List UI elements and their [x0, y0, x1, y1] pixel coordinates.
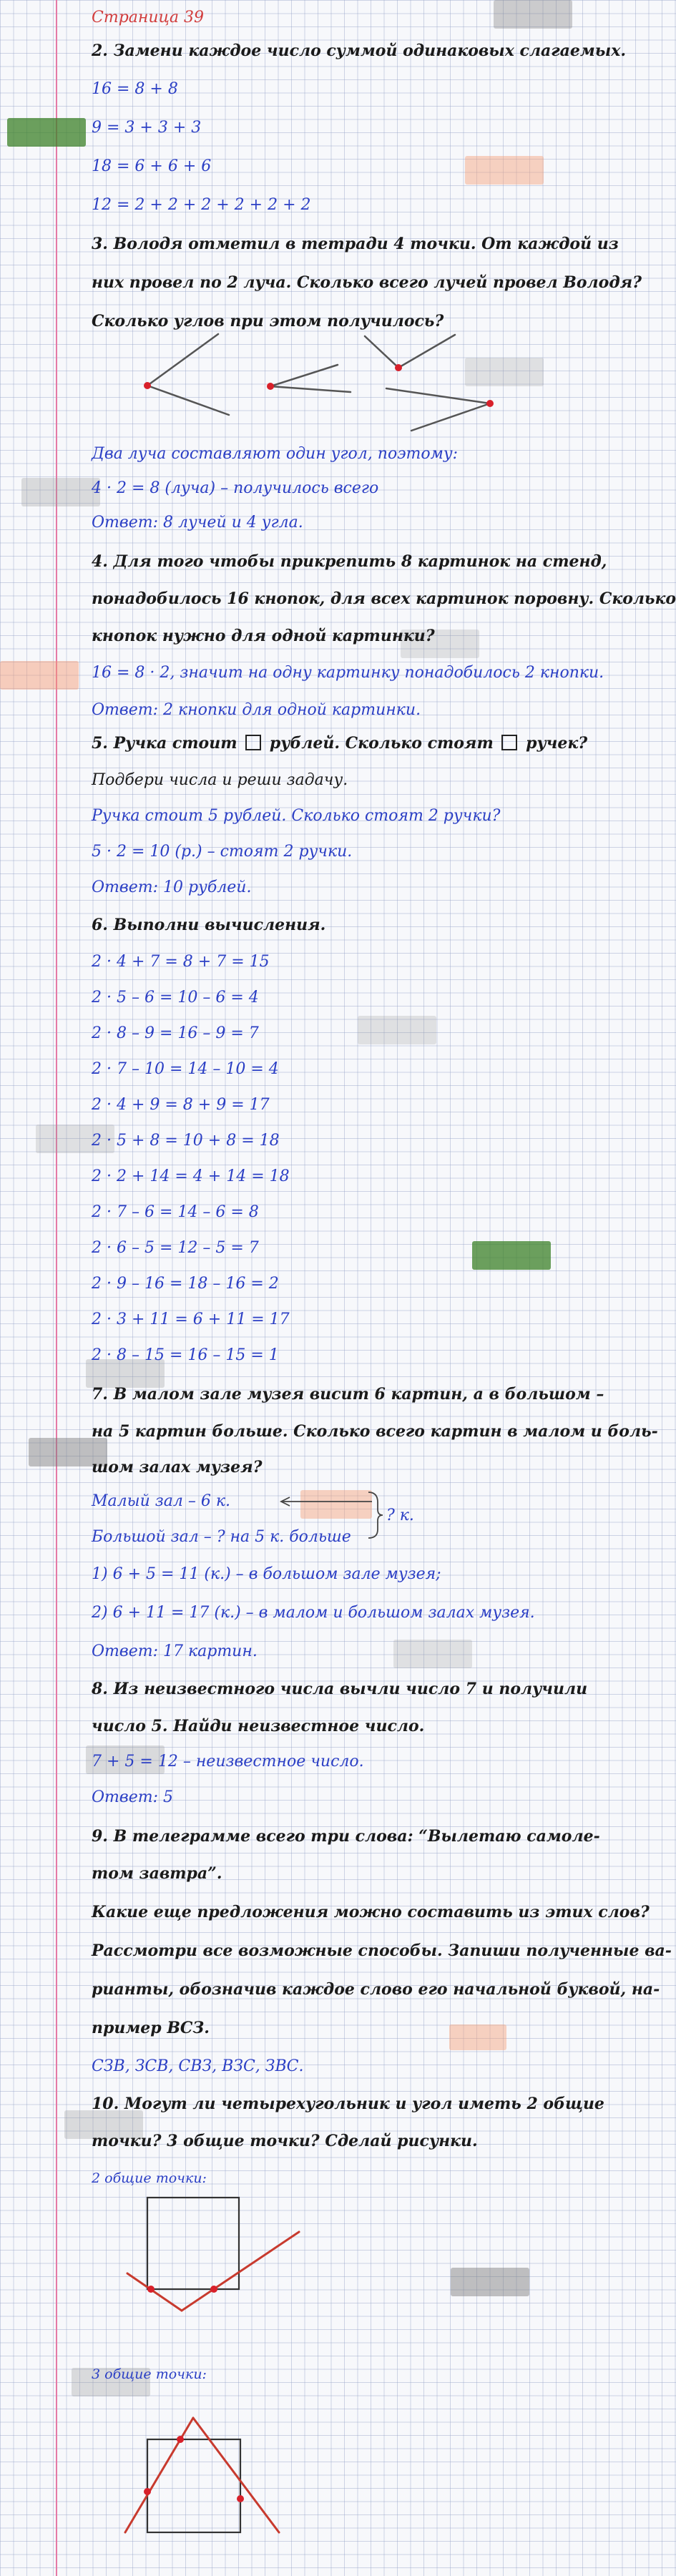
task-2-text: 2. Замени каждое число суммой одинаковых слагаемых.: [92, 41, 627, 60]
task-9-text: рианты, обозначив каждое слово его начальной буквой, на-: [92, 1980, 660, 1999]
total-question-label: ? к.: [386, 1507, 414, 1524]
task-4-text: 4. Для того чтобы прикрепить 8 картинок на стенд,: [92, 552, 607, 571]
task-6-answer: 2 · 4 + 7 = 8 + 7 = 15: [92, 953, 270, 971]
task-6-answer: 2 · 8 – 15 = 16 – 15 = 1: [92, 1346, 279, 1364]
task-6-answer: 2 · 6 – 5 = 12 – 5 = 7: [92, 1239, 259, 1257]
task-10-text: 10. Могут ли четырехугольник и угол иметь 2 общие: [92, 2095, 604, 2113]
task-6-answer: 2 · 3 + 11 = 6 + 11 = 17: [92, 1311, 290, 1328]
task-4-text: понадобилось 16 кнопок, для всех картинок поровну. Сколько: [92, 589, 676, 608]
task-4-text: кнопок нужно для одной картинки?: [92, 627, 435, 645]
task-5-text: Подбери числа и реши задачу.: [92, 771, 348, 789]
task-2-answer: 16 = 8 + 8: [92, 80, 178, 98]
task-7-answer: 2) 6 + 11 = 17 (к.) – в малом и большом залах музея.: [92, 1604, 535, 1622]
task-4-answer: 16 = 8 · 2, значит на одну картинку понадобилось 2 кнопки.: [92, 664, 604, 682]
task-3-answer: 4 · 2 = 8 (луча) – получилось всего: [92, 479, 379, 497]
task-9-text: Рассмотри все возможные способы. Запиши полученные ва-: [92, 1941, 672, 1960]
task-5-answer: Ручка стоит 5 рублей. Сколько стоят 2 ручки?: [92, 807, 501, 825]
page-title: Страница 39: [92, 9, 205, 26]
task-6-answer: 2 · 4 + 9 = 8 + 9 = 17: [92, 1096, 270, 1114]
task-7-text: на 5 картин больше. Сколько всего картин в малом и боль-: [92, 1422, 658, 1441]
task-9-text: пример ВСЗ.: [92, 2019, 210, 2037]
task-9-answer: СЗВ, ЗСВ, СВЗ, ВЗС, ЗВС.: [92, 2057, 304, 2075]
task-5-text-part: рублей. Сколько стоят: [269, 734, 494, 753]
task-3-text: 3. Володя отметил в тетради 4 точки. От каждой из: [92, 235, 619, 253]
task-8-text: 8. Из неизвестного числа вычли число 7 и получили: [92, 1680, 588, 1698]
task-6-answer: 2 · 7 – 10 = 14 – 10 = 4: [92, 1060, 279, 1078]
task-9-text: 9. В телеграмме всего три слова: “Вылетаю самоле-: [92, 1827, 600, 1846]
task-9-text: Какие еще предложения можно составить из этих слов?: [92, 1903, 650, 1921]
task-5-answer: 5 · 2 = 10 (р.) – стоят 2 ручки.: [92, 843, 353, 861]
task-6-answer: 2 · 7 – 6 = 14 – 6 = 8: [92, 1203, 259, 1221]
task-10-answer-label: 2 общие точки:: [92, 2170, 207, 2186]
task-8-answer: Ответ: 5: [92, 1788, 173, 1806]
task-7-text: шом залах музея?: [92, 1458, 263, 1476]
task-6-answer: 2 · 8 – 9 = 16 – 9 = 7: [92, 1024, 259, 1042]
short-note-line: Большой зал – ? на 5 к. больше: [92, 1528, 351, 1546]
task-7-text: 7. В малом зале музея висит 6 картин, а в большом –: [92, 1385, 604, 1404]
task-6-answer: 2 · 5 + 8 = 10 + 8 = 18: [92, 1132, 280, 1150]
task-6-answer: 2 · 5 – 6 = 10 – 6 = 4: [92, 989, 259, 1007]
task-2-answer: 12 = 2 + 2 + 2 + 2 + 2 + 2: [92, 196, 311, 214]
task-10-text: точки? 3 общие точки? Сделай рисунки.: [92, 2132, 478, 2150]
task-7-answer: Ответ: 17 картин.: [92, 1642, 258, 1660]
task-4-answer: Ответ: 2 кнопки для одной картинки.: [92, 701, 421, 719]
task-3-answer: Ответ: 8 лучей и 4 угла.: [92, 514, 303, 532]
task-3-text: них провел по 2 луча. Сколько всего лучей провел Володя?: [92, 273, 642, 292]
task-8-text: число 5. Найди неизвестное число.: [92, 1717, 425, 1735]
task-3-text: Сколько углов при этом получилось?: [92, 312, 444, 330]
task-10-answer-label: 3 общие точки:: [92, 2366, 207, 2382]
task-5-text-part: 5. Ручка стоит: [92, 734, 237, 753]
task-5-text-part: ручек?: [526, 734, 588, 753]
task-6-text: 6. Выполни вычисления.: [92, 916, 326, 934]
task-5-answer: Ответ: 10 рублей.: [92, 878, 252, 896]
task-8-answer: 7 + 5 = 12 – неизвестное число.: [92, 1753, 364, 1771]
task-6-answer: 2 · 9 – 16 = 18 – 16 = 2: [92, 1275, 279, 1293]
task-2-answer: 9 = 3 + 3 + 3: [92, 119, 202, 137]
task-7-answer: 1) 6 + 5 = 11 (к.) – в большом зале музея;: [92, 1565, 441, 1583]
task-9-text: том завтра”.: [92, 1864, 222, 1883]
short-note-line: Малый зал – 6 к.: [92, 1492, 230, 1510]
task-3-answer: Два луча составляют один угол, поэтому:: [92, 445, 459, 463]
task-2-answer: 18 = 6 + 6 + 6: [92, 157, 212, 175]
task-6-answer: 2 · 2 + 14 = 4 + 14 = 18: [92, 1167, 290, 1185]
